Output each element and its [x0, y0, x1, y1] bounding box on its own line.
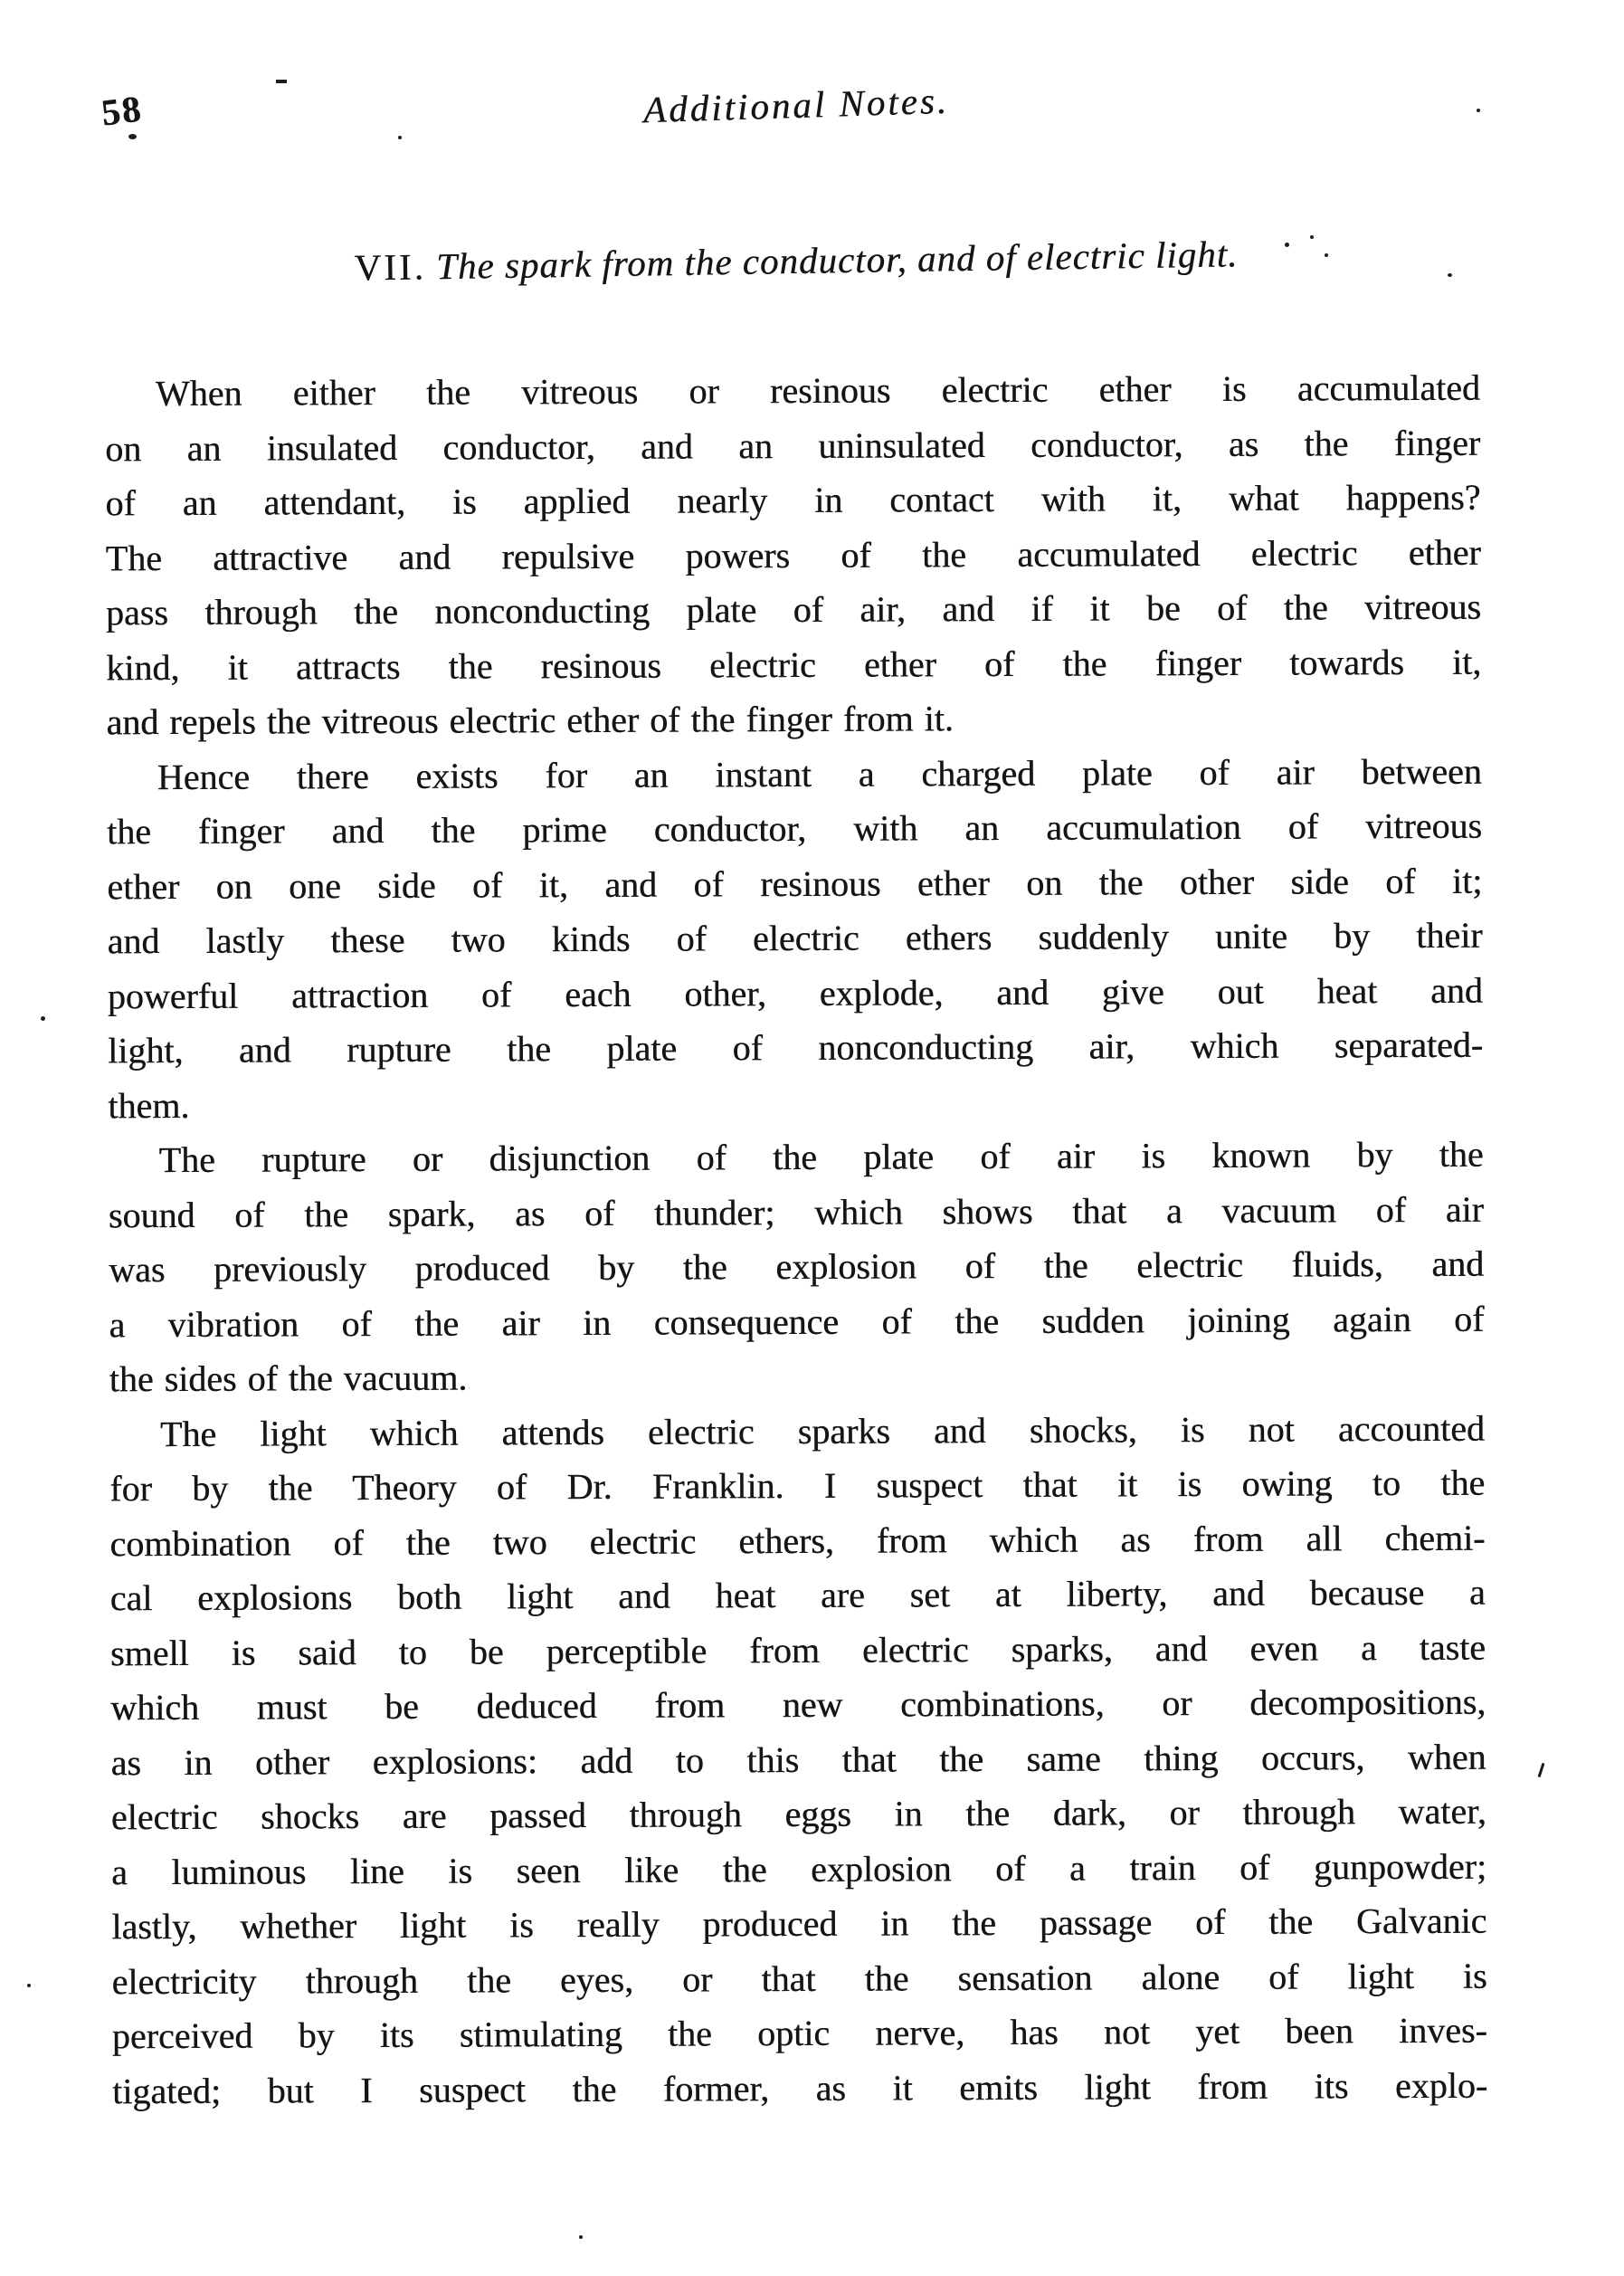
text-line: which must be deduced from new combinations, or decompositions, — [110, 1681, 1486, 1728]
scan-speck — [41, 1016, 45, 1021]
running-title: Additional Notes. — [642, 79, 950, 131]
text-line: tigated; but I suspect the former, as it emits light from its explo- — [111, 2064, 1488, 2111]
text-line: kind, it attracts the resinous electric ether of the finger towards it, — [106, 641, 1482, 688]
text-line: combination of the two electric ethers, from which as from all chemi- — [109, 1517, 1486, 1564]
scan-speck — [398, 136, 402, 139]
paragraph — [108, 1128, 1484, 1407]
section-title: The spark from the conductor, and of electric light. — [435, 233, 1239, 288]
text-line: as in other explosions: add to this that the same thing occurs, when — [110, 1736, 1486, 1783]
text-line: and repels the vitreous electric ether of the finger from it. — [106, 698, 954, 743]
scan-speck — [27, 1984, 31, 1987]
running-header — [99, 79, 1484, 134]
text-line: electricity through the eyes, or that the sensation alone of light is — [111, 1955, 1487, 2002]
text-line: When either the vitreous or resinous electric ether is accumulated — [155, 367, 1480, 414]
body-text — [105, 361, 1487, 2119]
scan-speck — [579, 2235, 583, 2239]
scan-speck — [128, 134, 137, 139]
text-line: them. — [108, 1084, 190, 1126]
text-line: cal explosions both light and heat are set at liberty, and because a — [109, 1571, 1486, 1619]
text-line: lastly, whether light is really produced in the passage of the Galvanic — [111, 1900, 1487, 1947]
page-number: 58 — [99, 87, 145, 134]
paragraph — [105, 361, 1482, 750]
text-line: for by the Theory of Dr. Franklin. I suspect that it is owing to the — [109, 1462, 1486, 1509]
text-line: The light which attends electric sparks and shocks, is not accounted — [159, 1407, 1486, 1454]
text-line: a vibration of the air in consequence of the sudden joining again of — [109, 1298, 1485, 1345]
text-line: the sides of the vacuum. — [109, 1357, 468, 1400]
scan-speck — [1538, 1763, 1545, 1777]
text-line: of an attendant, is applied nearly in contact with it, what happens? — [105, 476, 1481, 524]
paragraph — [109, 1401, 1487, 2119]
section-heading — [109, 228, 1485, 293]
scan-speck — [1448, 273, 1452, 277]
text-line: light, and rupture the plate of nonconducting air, which separated- — [107, 1024, 1484, 1071]
scan-speck — [276, 80, 287, 83]
text-line: electric shocks are passed through eggs in the dark, or through water, — [110, 1790, 1486, 1838]
paragraph — [107, 744, 1484, 1133]
text-line: pass through the nonconducting plate of air, and if it be of the vitreous — [105, 586, 1482, 633]
text-line: and lastly these two kinds of electric ethers suddenly unite by their — [107, 914, 1483, 962]
text-line: The rupture or disjunction of the plate of air is known by the — [158, 1133, 1484, 1181]
text-line: the finger and the prime conductor, with an accumulation of vitreous — [106, 805, 1483, 852]
text-line: smell is said to be perceptible from electric sparks, and even a taste — [109, 1626, 1486, 1673]
text-line: sound of the spark, as of thunder; which shows that a vacuum of air — [108, 1188, 1484, 1235]
section-numeral: VII. — [354, 245, 427, 289]
scan-speck — [1325, 253, 1328, 257]
text-line: The attractive and repulsive powers of the accumulated electric ether — [105, 531, 1481, 578]
text-line: ether on one side of it, and of resinous ether on the other side of it; — [107, 860, 1483, 907]
text-line: a luminous line is seen like the explosion of a train of gunpowder; — [110, 1845, 1487, 1892]
text-line: perceived by its stimulating the optic nerve, has not yet been inves- — [111, 2009, 1487, 2057]
text-line: Hence there exists for an instant a charged plate of air between — [157, 750, 1482, 797]
text-line: was previously produced by the explosion of the electric fluids, and — [109, 1243, 1485, 1290]
scan-speck — [1477, 109, 1480, 112]
scan-speck — [1310, 235, 1314, 239]
text-line: on an insulated conductor, and an uninsulated conductor, as the finger — [105, 422, 1481, 469]
text-line: powerful attraction of each other, explode, and give out heat and — [107, 969, 1483, 1016]
scan-speck — [1285, 243, 1289, 247]
